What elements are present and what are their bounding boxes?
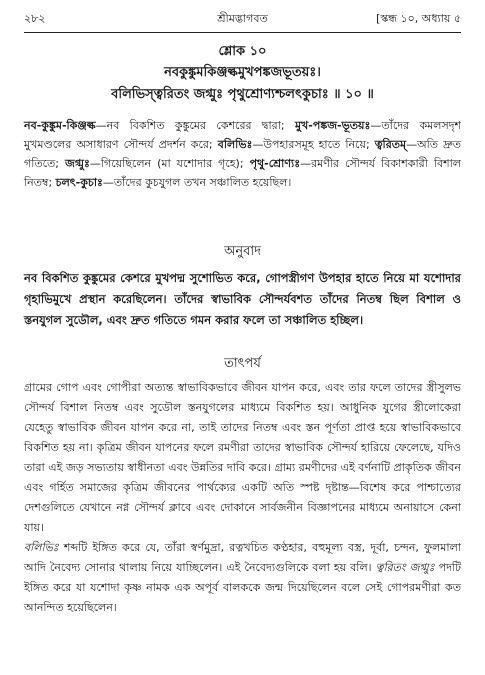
page-header: [24, 10, 461, 30]
header-divider: [24, 32, 461, 33]
synonym-meaning: তাঁদের কুচযুগল তখন সঞ্চালিত হয়েছিল।: [113, 176, 292, 189]
synonym-term: ত্বরিতম্: [374, 138, 407, 151]
synonym-meaning: উপহারসমূহ হাতে নিয়ে;: [263, 138, 370, 151]
purport-term: ত্বরিতং জগ্মুঃ: [375, 561, 435, 574]
synonym-meaning: নব বিকশিত কুঙ্কুমের কেশরের দ্বারা;: [106, 119, 285, 132]
translation-text: নব বিকশিত কুঙ্কুমের কেশরে মুখপদ্ম সুশোভিত করে, গোপস্ত্রীগণ উপহার হাতে নিয়ে মা যশোদার গৃহাভিমুখে প্রস্থান করেছিলেন। তাঁদের স্বাভাবিক সৌন্দর্যবশত তাঁদের নিতম্ব ছিল বিশাল ও স্তনযুগল সুডৌল, এবং দ্রুত গতিতে গমন করার ফলে তা সঞ্চালিত হচ্ছিল।: [24, 271, 461, 327]
synonym-term: নব-কুঙ্কুম-কিঞ্জল্ক: [24, 119, 96, 132]
purport-text-run: শব্দটি ইঙ্গিত করে যে, তাঁরা স্বর্ণমুদ্রা, রত্নখচিত কণ্ঠহার, বহুমূল্য বস্ত্র, দূর্বা, চন্দন, ফুলমালা আদি নৈবেদ্য সোনার থালায় নিয়ে যাচ্ছিলেন। এই নৈবেদ্যগুলিকে বলা হয় বলি।: [24, 541, 461, 574]
synonym-term: জগ্মুঃ: [65, 157, 90, 170]
verse-text: [24, 62, 461, 106]
purport-heading: তাৎপর্য: [224, 356, 261, 371]
verse-heading: শ্লোক ১০: [218, 44, 267, 59]
synonym-term: চলৎ-কুচাঃ: [55, 176, 103, 189]
book-title: শ্রীমদ্ভাগবত: [217, 12, 268, 25]
synonym-term: পৃথু-শ্রোণ্যঃ: [249, 157, 301, 170]
purport-term: বলিভিঃ: [24, 541, 59, 554]
synonym-meaning: গিয়েছিলেন (মা যশোদার গৃহে);: [100, 157, 244, 170]
synonym-meaning: অতি দ্রুত গতিতে;: [24, 138, 462, 170]
purport-text-run: পদটি ইঙ্গিত করে যা যশোদা কৃষ্ণ নামক এক অপূর্ব বালককে জন্ম দিয়েছিলেন বলে সেই গোপরমণীরা কত আনন্দিত হয়েছিলেন।: [24, 561, 462, 614]
chapter-reference: [স্কন্ধ ১০, অধ্যায় ৫: [376, 12, 461, 25]
translation-heading: অনুবাদ: [224, 244, 261, 259]
synonyms: নব-কুঙ্কুম-কিঞ্জল্ক—নব বিকশিত কুঙ্কুমের কেশরের দ্বারা; মুখ-পঙ্কজ-ভূতয়ঃ—তাঁদের কমলসদৃশ মুখমণ্ডলের অসাধারণ সৌন্দর্য প্রদর্শন করে; বলিভিঃ—উপহারসমূহ হাতে নিয়ে; ত্বরিতম্—অতি দ্রুত গতিতে; জগ্মুঃ—গিয়েছিলেন (মা যশোদার গৃহে); পৃথু-শ্রোণ্যঃ—রমণীর সৌন্দর্য বিকাশকারী বিশাল নিতম্ব; চলৎ-কুচাঃ—তাঁদের কুচযুগল তখন সঞ্চালিত হয়েছিল।: [24, 119, 462, 189]
synonym-meaning: রমণীর সৌন্দর্য বিকাশকারী বিশাল নিতম্ব;: [24, 157, 462, 189]
purport-text: [24, 378, 461, 618]
purport-paragraph: গ্রামের গোপ এবং গোপীরা অত্যন্ত স্বাভাবিকভাবে জীবন যাপন করে, এবং তার ফলে তাদের স্ত্রীসুলভ সৌন্দর্য বিশাল নিতম্ব এবং সুডৌল স্তনযুগলের মাধ্যমে বিকশিত হয়। আধুনিক যুগের স্ত্রীলোকেরা যেহেতু স্বাভাবিক জীবন যাপন করে না, তাই তাদের নিতম্ব এবং স্তন পূর্ণতা প্রাপ্ত হয়ে স্বাভাবিকভাবে বিকশিত হয় না। কৃত্রিম জীবন যাপনের ফলে রমণীরা তাদের স্বাভাবিক সৌন্দর্য হারিয়ে ফেলেছে, যদিও তারা এই জড় সভ্যতায় স্বাধীনতা এবং উন্নতির দাবি করে। গ্রাম্য রমণীদের এই বর্ণনাটি প্রাকৃতিক জীবন এবং গর্হিত সমাজের কৃত্রিম জীবনের পার্থক্যের একটি অতি স্পষ্ট দৃষ্টান্ত—বিশেষ করে পাশ্চাত্যের দেশগুলিতে যেখানে নগ্ন সৌন্দর্য ক্লাবে এবং দোকানে সার্বজনীন বিজ্ঞাপনের মাধ্যমে অনায়াসে কেনা যায়।: [24, 381, 461, 534]
synonym-term: বলিভিঃ: [217, 138, 253, 151]
page-number: ২৮২: [24, 12, 46, 25]
purport-paragraph: [24, 538, 461, 618]
synonym-term: মুখ-পঙ্কজ-ভূতয়ঃ: [294, 119, 371, 132]
verse-line-2: বলিভিস্ত্বরিতং জগ্মুঃ পৃথুশ্রোণ্যশ্চলৎকুচাঃ ॥ ১০ ॥: [111, 87, 374, 102]
verse-line-1: নবকুঙ্কুমকিঞ্জল্কমুখপঙ্কজভূতয়ঃ।: [164, 65, 321, 80]
synonym-meaning: তাঁদের কমলসদৃশ মুখমণ্ডলের অসাধারণ সৌন্দর্য প্রদর্শন করে;: [24, 119, 461, 151]
